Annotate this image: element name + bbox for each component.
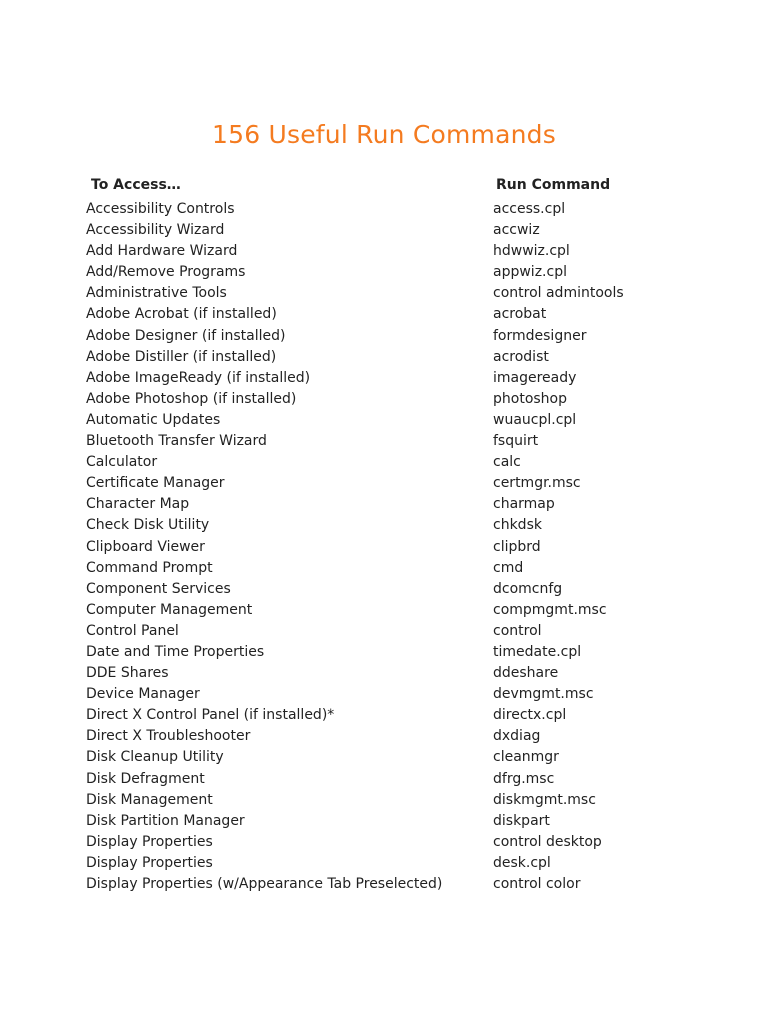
table-row (0, 473, 768, 494)
table-row (0, 410, 768, 431)
access-cell: Accessibility Controls (86, 201, 235, 217)
command-cell: hdwwiz.cpl (493, 243, 570, 260)
command-cell: accwiz (493, 222, 540, 239)
access-cell: Computer Management (86, 601, 253, 618)
access-cell: Disk Partition Manager (86, 812, 245, 829)
command-cell: desk.cpl (493, 854, 551, 871)
table-row (0, 368, 768, 389)
command-cell: ddeshare (493, 665, 559, 682)
table-row (0, 199, 768, 220)
access-cell: Calculator (86, 454, 158, 471)
column-header-command: Run Command (496, 177, 611, 193)
access-cell: Adobe Designer (if installed) (86, 327, 286, 344)
access-cell: Automatic Updates (86, 411, 221, 428)
table-row (0, 262, 768, 283)
command-cell: control admintools (493, 285, 624, 302)
table-row (0, 304, 768, 325)
table-row (0, 347, 768, 368)
access-cell: Display Properties (86, 854, 213, 871)
access-cell: Direct X Troubleshooter (86, 728, 251, 745)
access-cell: Disk Defragment (86, 770, 205, 787)
command-cell: acrodist (493, 348, 549, 365)
command-cell: certmgr.msc (493, 475, 581, 492)
table-row (0, 705, 768, 726)
access-cell: Adobe Distiller (if installed) (86, 348, 277, 365)
command-cell: control desktop (493, 833, 602, 850)
table-row (0, 283, 768, 304)
command-cell: devmgmt.msc (493, 686, 594, 703)
table-row (0, 663, 768, 684)
command-cell: wuaucpl.cpl (493, 411, 577, 428)
access-cell: Adobe Acrobat (if installed) (86, 306, 277, 323)
table-row (0, 537, 768, 558)
command-cell: control color (493, 876, 581, 892)
command-cell: chkdsk (493, 517, 542, 534)
command-cell: acrobat (493, 306, 547, 323)
command-cell: formdesigner (493, 327, 587, 344)
access-cell: Add/Remove Programs (86, 264, 246, 281)
table-row (0, 600, 768, 621)
table-row (0, 747, 768, 768)
table-row (0, 431, 768, 452)
table-header (0, 173, 768, 197)
table-row (0, 579, 768, 600)
access-cell: Bluetooth Transfer Wizard (86, 433, 267, 450)
access-cell: Command Prompt (86, 559, 213, 576)
command-cell: directx.cpl (493, 707, 567, 724)
table-row (0, 769, 768, 790)
table-row (0, 494, 768, 515)
command-cell: diskmgmt.msc (493, 791, 596, 808)
access-cell: Direct X Control Panel (if installed)* (86, 707, 335, 724)
table-row (0, 241, 768, 262)
access-cell: Character Map (86, 496, 190, 513)
command-cell: cleanmgr (493, 749, 559, 766)
command-cell: photoshop (493, 390, 567, 407)
command-cell: access.cpl (493, 201, 566, 217)
command-cell: dfrg.msc (493, 770, 555, 787)
access-cell: Component Services (86, 580, 231, 597)
access-cell: Clipboard Viewer (86, 538, 205, 555)
table-row (0, 726, 768, 747)
command-cell: appwiz.cpl (493, 264, 567, 281)
table-row (0, 515, 768, 536)
command-cell: dcomcnfg (493, 580, 563, 597)
command-cell: imageready (493, 369, 577, 386)
command-cell: control (493, 622, 542, 639)
table-row (0, 621, 768, 642)
access-cell: Display Properties (w/Appearance Tab Preselected) (86, 876, 443, 892)
access-cell: Adobe ImageReady (if installed) (86, 369, 311, 386)
table-row (0, 853, 768, 874)
table-row (0, 452, 768, 473)
command-cell: charmap (493, 496, 555, 513)
table-row (0, 220, 768, 241)
command-cell: dxdiag (493, 728, 541, 745)
commands-table (0, 199, 768, 895)
column-header-access: To Access… (91, 177, 181, 193)
command-cell: calc (493, 454, 521, 471)
access-cell: Check Disk Utility (86, 517, 210, 534)
table-row (0, 832, 768, 853)
access-cell: Accessibility Wizard (86, 222, 225, 239)
table-row (0, 874, 768, 895)
access-cell: Control Panel (86, 622, 179, 639)
table-row (0, 790, 768, 811)
access-cell: Disk Cleanup Utility (86, 749, 224, 766)
table-row (0, 389, 768, 410)
access-cell: Add Hardware Wizard (86, 243, 238, 260)
command-cell: clipbrd (493, 538, 541, 555)
table-row (0, 326, 768, 347)
page-title: 156 Useful Run Commands (212, 120, 556, 149)
access-cell: Certificate Manager (86, 475, 225, 492)
access-cell: Adobe Photoshop (if installed) (86, 390, 297, 407)
table-row (0, 558, 768, 579)
command-cell: diskpart (493, 812, 550, 829)
access-cell: DDE Shares (86, 665, 169, 682)
command-cell: fsquirt (493, 433, 539, 450)
command-cell: cmd (493, 559, 524, 576)
table-row (0, 684, 768, 705)
command-cell: compmgmt.msc (493, 601, 607, 618)
table-row (0, 642, 768, 663)
command-cell: timedate.cpl (493, 643, 582, 660)
access-cell: Disk Management (86, 791, 213, 808)
access-cell: Date and Time Properties (86, 643, 265, 660)
table-row (0, 811, 768, 832)
access-cell: Device Manager (86, 686, 200, 703)
access-cell: Display Properties (86, 833, 213, 850)
access-cell: Administrative Tools (86, 285, 227, 302)
